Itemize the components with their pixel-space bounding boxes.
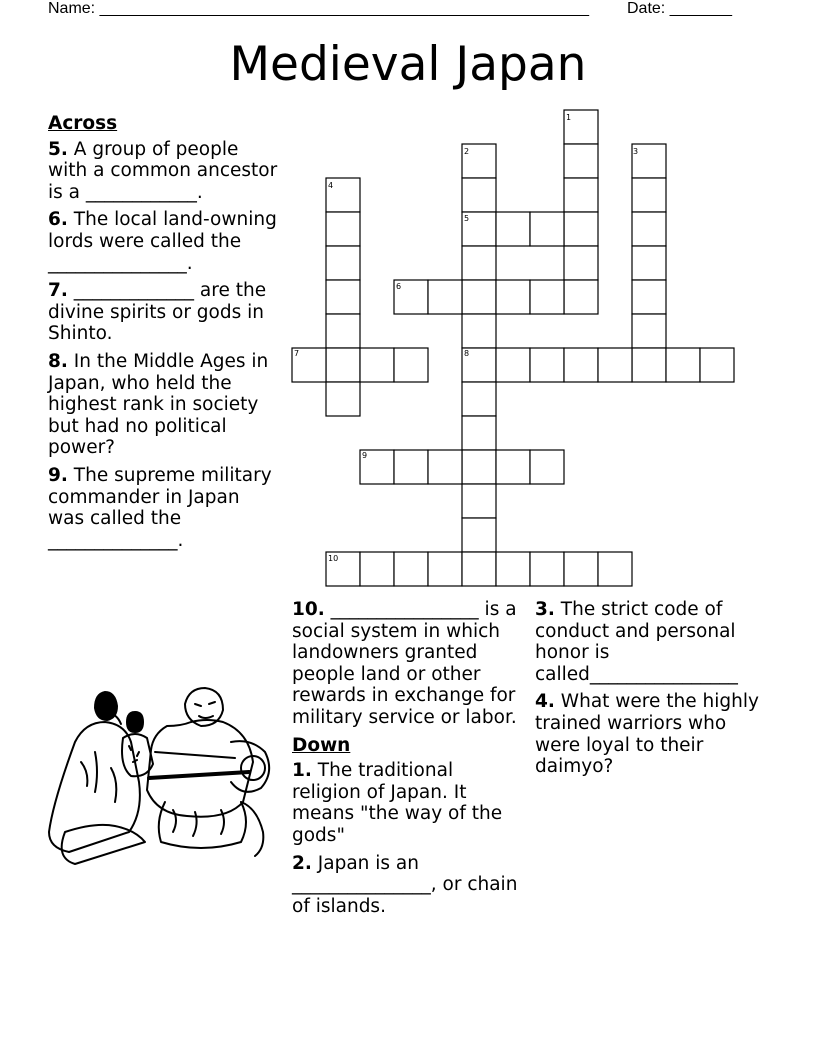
grid-cell[interactable] bbox=[632, 246, 666, 280]
grid-cell[interactable] bbox=[360, 552, 394, 586]
grid-cell[interactable] bbox=[632, 314, 666, 348]
date-field[interactable]: Date: _______ bbox=[627, 0, 732, 17]
grid-cell[interactable] bbox=[360, 348, 394, 382]
grid-cell[interactable] bbox=[462, 280, 496, 314]
grid-cell[interactable] bbox=[700, 348, 734, 382]
clue-text: A group of people with a common ancestor is a ____________. bbox=[48, 138, 278, 203]
clue-text: Japan is an _______________, or chain of islands. bbox=[292, 852, 518, 917]
name-field[interactable]: Name: _______________________________________________________ bbox=[48, 0, 589, 17]
cell-number-1: 1 bbox=[566, 113, 572, 122]
grid-cell[interactable] bbox=[564, 178, 598, 212]
clue-text: The traditional religion of Japan. It means "the way of the gods" bbox=[292, 760, 503, 846]
page-title: Medieval Japan bbox=[229, 37, 587, 92]
grid-cell[interactable] bbox=[496, 212, 530, 246]
grid-cell[interactable] bbox=[564, 212, 598, 246]
grid-cell[interactable] bbox=[462, 416, 496, 450]
grid-cell[interactable] bbox=[496, 552, 530, 586]
grid-cell[interactable] bbox=[598, 552, 632, 586]
grid-cell[interactable] bbox=[428, 280, 462, 314]
grid-cell[interactable] bbox=[462, 178, 496, 212]
cell-number-2: 2 bbox=[464, 147, 470, 156]
clue-number: 9. bbox=[48, 464, 68, 486]
grid-cell[interactable] bbox=[326, 280, 360, 314]
grid-cell[interactable] bbox=[666, 348, 700, 382]
grid-cell[interactable] bbox=[394, 552, 428, 586]
grid-cell[interactable] bbox=[428, 450, 462, 484]
grid-cell[interactable] bbox=[462, 314, 496, 348]
clue-text: The strict code of conduct and personal honor is called________________ bbox=[535, 599, 738, 685]
grid-cell[interactable] bbox=[598, 348, 632, 382]
grid-cell[interactable] bbox=[462, 450, 496, 484]
grid-cell[interactable] bbox=[394, 348, 428, 382]
clue-text: The local land-owning lords were called the _______________. bbox=[48, 209, 277, 274]
clue-number: 2. bbox=[292, 852, 312, 874]
grid-cell[interactable] bbox=[564, 246, 598, 280]
clue-number: 4. bbox=[535, 691, 555, 713]
grid-cell[interactable] bbox=[462, 382, 496, 416]
grid-cell[interactable] bbox=[462, 246, 496, 280]
cell-number-4: 4 bbox=[328, 181, 334, 190]
grid-cell[interactable] bbox=[530, 552, 564, 586]
cell-number-10: 10 bbox=[328, 554, 339, 563]
grid-cell[interactable] bbox=[326, 246, 360, 280]
grid-cell[interactable] bbox=[564, 280, 598, 314]
grid-cell[interactable] bbox=[326, 382, 360, 416]
grid-cell[interactable] bbox=[564, 144, 598, 178]
clue-number: 10. bbox=[292, 599, 325, 620]
clue-number: 7. bbox=[48, 280, 68, 302]
cell-number-8: 8 bbox=[464, 349, 470, 358]
clue-text: _____________ are the divine spirits or gods in Shinto. bbox=[48, 280, 267, 345]
grid-cell[interactable] bbox=[326, 212, 360, 246]
grid-cell[interactable] bbox=[632, 348, 666, 382]
grid-cell[interactable] bbox=[632, 280, 666, 314]
cell-number-6: 6 bbox=[396, 282, 402, 291]
cell-number-9: 9 bbox=[362, 451, 368, 460]
grid-cell[interactable] bbox=[428, 552, 462, 586]
grid-cell[interactable] bbox=[530, 450, 564, 484]
clue-number: 3. bbox=[535, 599, 555, 620]
grid-cell[interactable] bbox=[530, 212, 564, 246]
grid-cell[interactable] bbox=[326, 348, 360, 382]
grid-cell[interactable] bbox=[564, 552, 598, 586]
grid-cell[interactable] bbox=[496, 450, 530, 484]
clue-number: 8. bbox=[48, 350, 68, 372]
grid-cell[interactable] bbox=[496, 348, 530, 382]
grid-cell[interactable] bbox=[462, 552, 496, 586]
grid-cell[interactable] bbox=[530, 348, 564, 382]
cell-number-3: 3 bbox=[633, 147, 639, 156]
clue-text: In the Middle Ages in Japan, who held the highest rank in society but had no political power? bbox=[48, 350, 269, 459]
clue-number: 5. bbox=[48, 138, 68, 160]
clue-number: 6. bbox=[48, 209, 68, 231]
down-heading: Down bbox=[292, 734, 351, 756]
grid-cell[interactable] bbox=[496, 280, 530, 314]
across-heading: Across bbox=[48, 113, 118, 134]
grid-cell[interactable] bbox=[326, 314, 360, 348]
clue-number: 1. bbox=[292, 760, 312, 782]
grid-cell[interactable] bbox=[564, 348, 598, 382]
grid-cell[interactable] bbox=[462, 518, 496, 552]
clue-text: ________________ is a social system in which landowners granted people land or other rewards in exchange for military service or labor. bbox=[292, 599, 517, 728]
grid-cell[interactable] bbox=[394, 450, 428, 484]
cell-number-5: 5 bbox=[464, 214, 470, 223]
samurai-illustration bbox=[45, 682, 281, 866]
grid-cell[interactable] bbox=[462, 484, 496, 518]
clue-text: The supreme military commander in Japan was called the ______________. bbox=[48, 464, 272, 551]
grid-cell[interactable] bbox=[632, 212, 666, 246]
grid-cell[interactable] bbox=[530, 280, 564, 314]
grid-cell[interactable] bbox=[632, 178, 666, 212]
cell-number-7: 7 bbox=[294, 349, 300, 358]
clue-text: What were the highly trained warriors who were loyal to their daimyo? bbox=[535, 691, 759, 778]
